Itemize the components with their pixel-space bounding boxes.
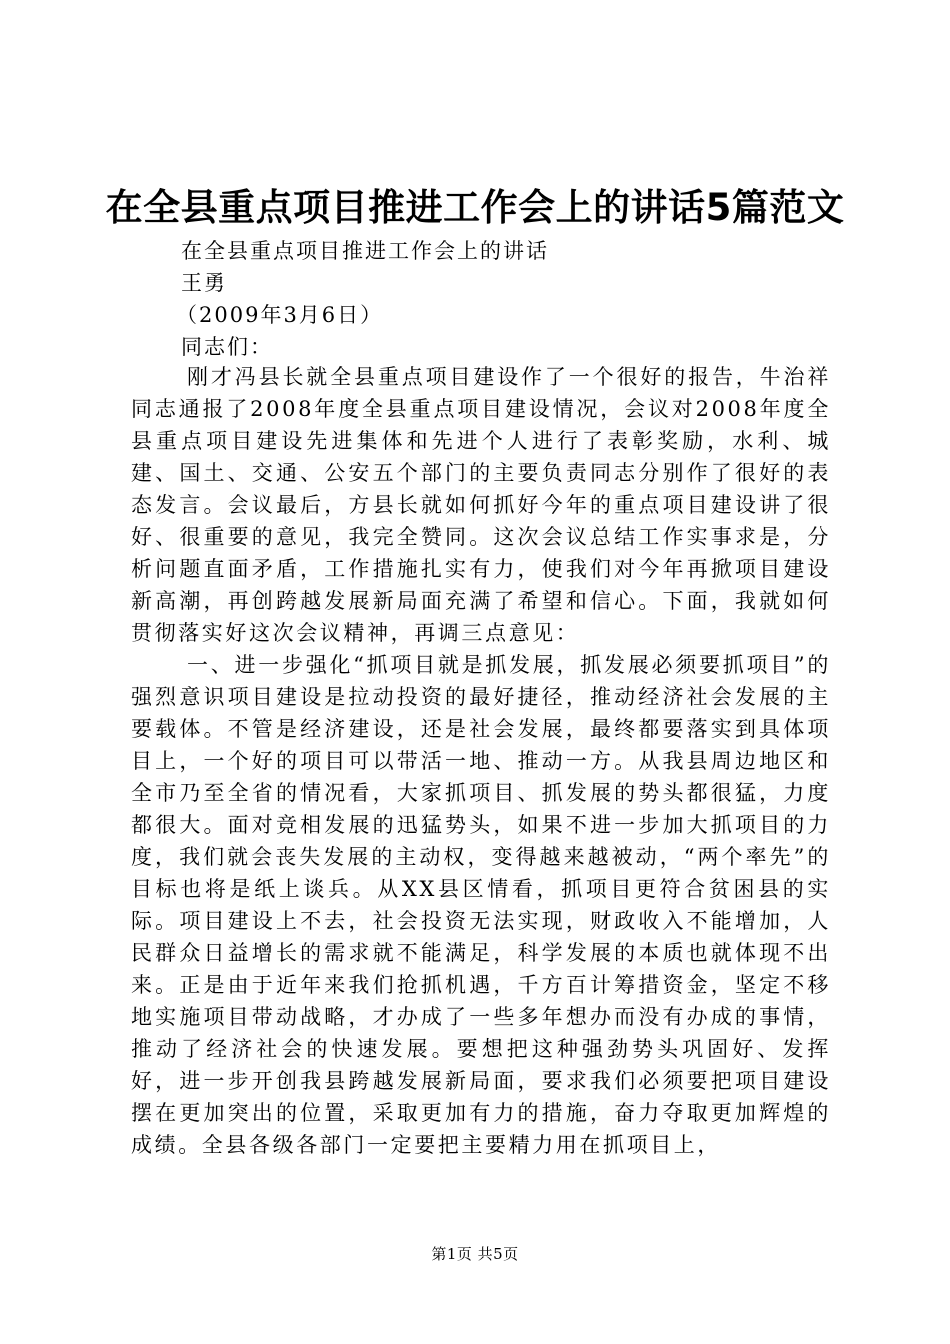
speech-subtitle: 在全县重点项目推进工作会上的讲话: [181, 239, 549, 263]
speech-date: （2009年3月6日）: [176, 303, 384, 327]
document-title: 在全县重点项目推进工作会上的讲话5篇范文: [105, 186, 845, 229]
speaker-name: 王勇: [181, 271, 227, 295]
body-paragraph: 刚才冯县长就全县重点项目建设作了一个很好的报告，牛治祥同志通报了2008年度全县重点项目建设情况，会议对2008年度全县重点项目建设先进集体和先进个人进行了表彰奖励，水利、城建、国土、交通、公安五个部门的主要负责同志分别作了很好的表态发言。会议最后，方县长就如何抓好今年的重点项目建设讲了很好、很重要的意见，我完全赞同。这次会议总结工作实事求是，分析问题直面矛盾，工作措施扎实有力，使我们对今年再掀项目建设新高潮，再创跨越发展新局面充满了希望和信心。下面，我就如何贯彻落实好这次会议精神，再调三点意见：: [131, 365, 831, 645]
body-paragraph: 一、进一步强化“抓项目就是抓发展，抓发展必须要抓项目”的强烈意识项目建设是拉动投资的最好捷径，推动经济社会发展的主要载体。不管是经济建设，还是社会发展，最终都要落实到具体项目上，一个好的项目可以带活一地、推动一方。从我县周边地区和全市乃至全省的情况看，大家抓项目、抓发展的势头都很猛，力度都很大。面对竞相发展的迅猛势头，如果不进一步加大抓项目的力度，我们就会丧失发展的主动权，变得越来越被动，“两个率先”的目标也将是纸上谈兵。从XX县区情看，抓项目更符合贫困县的实际。项目建设上不去，社会投资无法实现，财政收入不能增加，人民群众日益增长的需求就不能满足，科学发展的本质也就体现不出来。正是由于近年来我们抢抓机遇，千方百计筹措资金，坚定不移地实施项目带动战略，才办成了一些多年想办而没有办成的事情，推动了经济社会的快速发展。要想把这种强劲势头巩固好、发挥好，进一步开创我县跨越发展新局面，要求我们必须要把项目建设摆在更加突出的位置，采取更加有力的措施，奋力夺取更加辉煌的成绩。全县各级各部门一定要把主要精力用在抓项目上，: [131, 653, 831, 1157]
page-footer: 第1页 共5页: [431, 1245, 519, 1263]
salutation: 同志们：: [181, 335, 273, 359]
